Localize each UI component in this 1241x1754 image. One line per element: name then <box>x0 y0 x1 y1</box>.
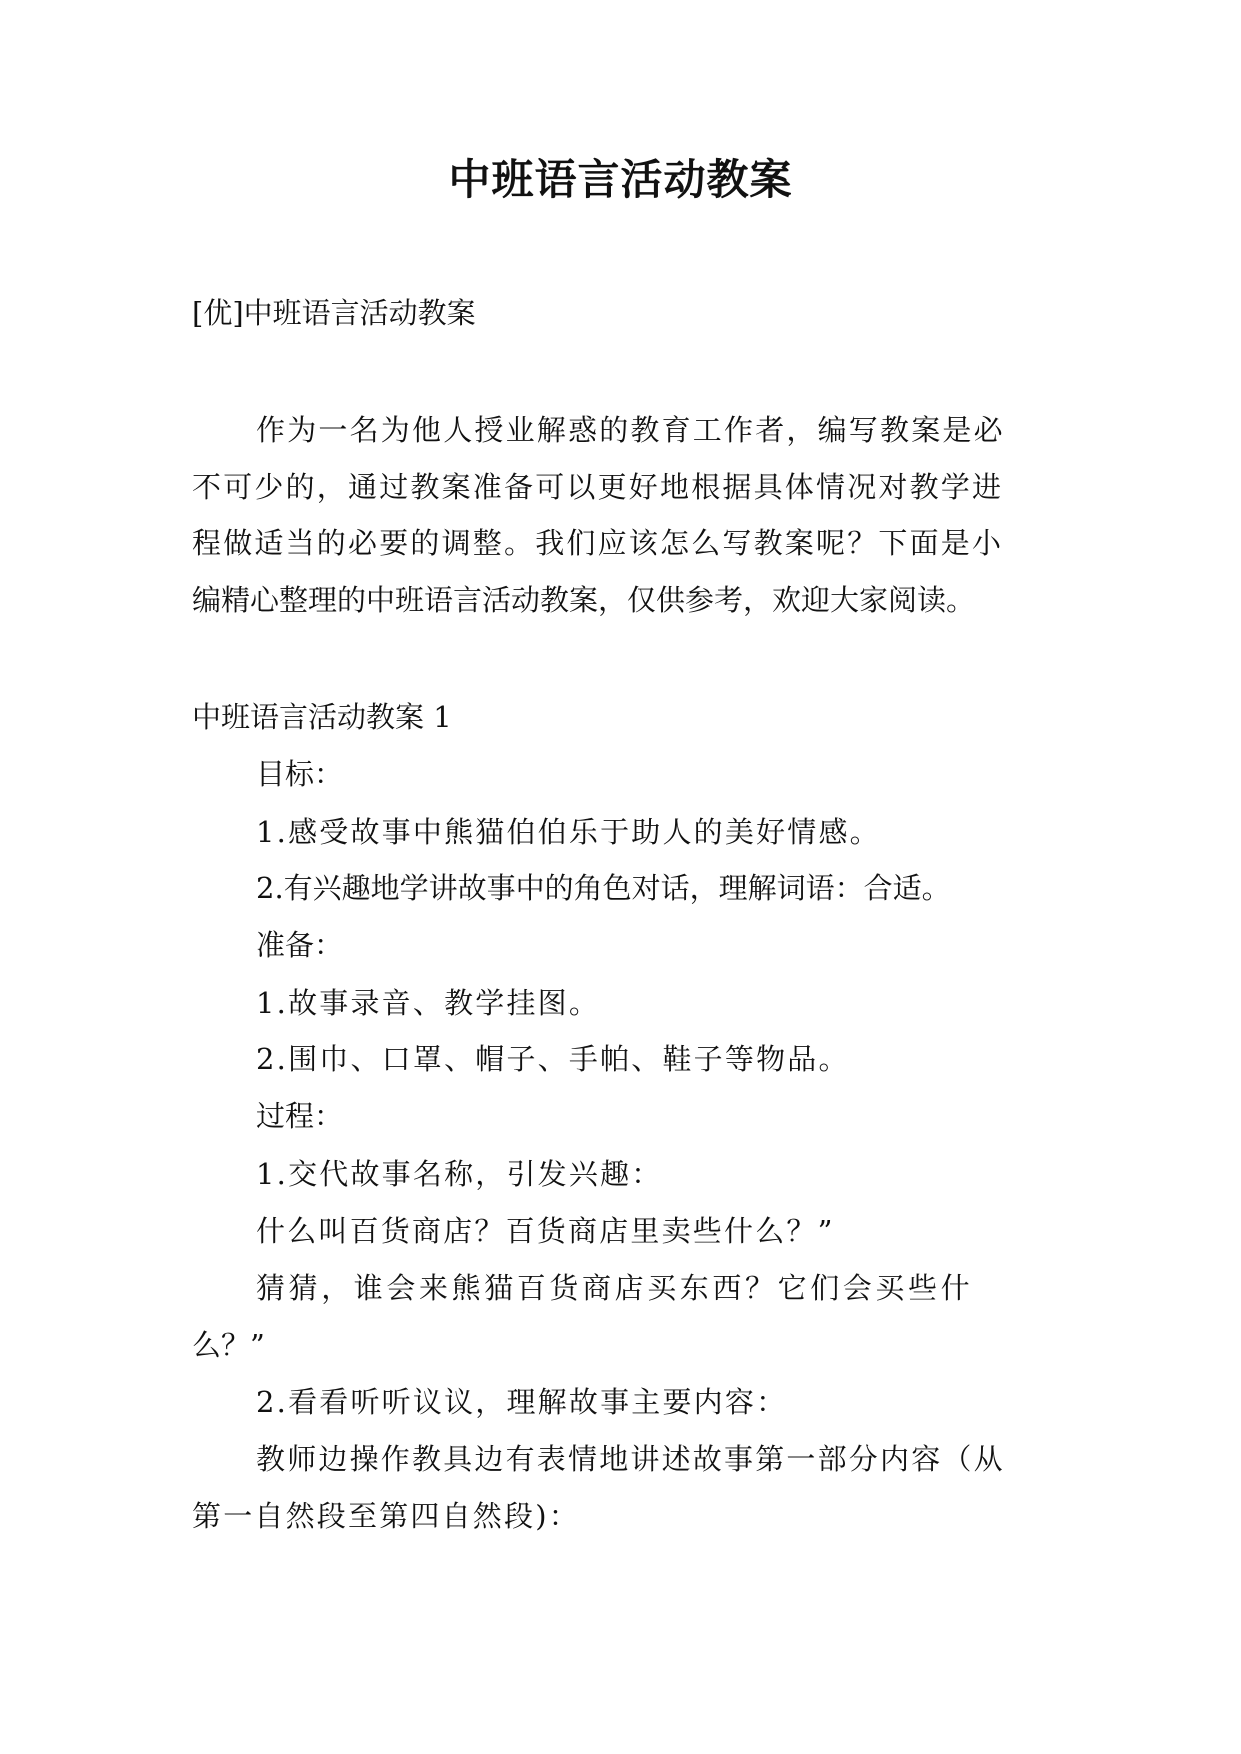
body-line: 什么叫百货商店？百货商店里卖些什么？” <box>256 1214 835 1248</box>
body-line: 2.看看听听议议，理解故事主要内容： <box>256 1385 788 1419</box>
intro-line: 不可少的，通过教案准备可以更好地根据具体情况对教学进 <box>192 470 1004 504</box>
body-line: 猜猜，谁会来熊猫百货商店买东西？它们会买些什 <box>256 1271 974 1305</box>
body-line: 2.围巾、口罩、帽子、手帕、鞋子等物品。 <box>256 1042 850 1076</box>
intro-line: 编精心整理的中班语言活动教案，仅供参考，欢迎大家阅读。 <box>192 583 976 617</box>
document-subtitle: [优]中班语言活动教案 <box>192 296 476 330</box>
body-line: 教师边操作教具边有表情地讲述故事第一部分内容（从 <box>256 1442 1005 1476</box>
body-line: 准备： <box>256 928 344 962</box>
body-line: 2.有兴趣地学讲故事中的角色对话，理解词语：合适。 <box>256 871 951 905</box>
body-line: 第一自然段至第四自然段)： <box>192 1499 580 1533</box>
document-title: 中班语言活动教案 <box>448 155 793 204</box>
body-line: 目标： <box>256 757 344 791</box>
body-line: 么？” <box>192 1328 265 1362</box>
body-line: 1.交代故事名称，引发兴趣： <box>256 1157 663 1191</box>
intro-line: 作为一名为他人授业解惑的教育工作者，编写教案是必 <box>256 413 1005 447</box>
section-heading: 中班语言活动教案 1 <box>192 700 452 734</box>
body-line: 1.感受故事中熊猫伯伯乐于助人的美好情感。 <box>256 815 881 849</box>
body-line: 过程： <box>256 1099 344 1133</box>
intro-line: 程做适当的必要的调整。我们应该怎么写教案呢？下面是小 <box>192 526 1004 560</box>
body-line: 1.故事录音、教学挂图。 <box>256 986 601 1020</box>
